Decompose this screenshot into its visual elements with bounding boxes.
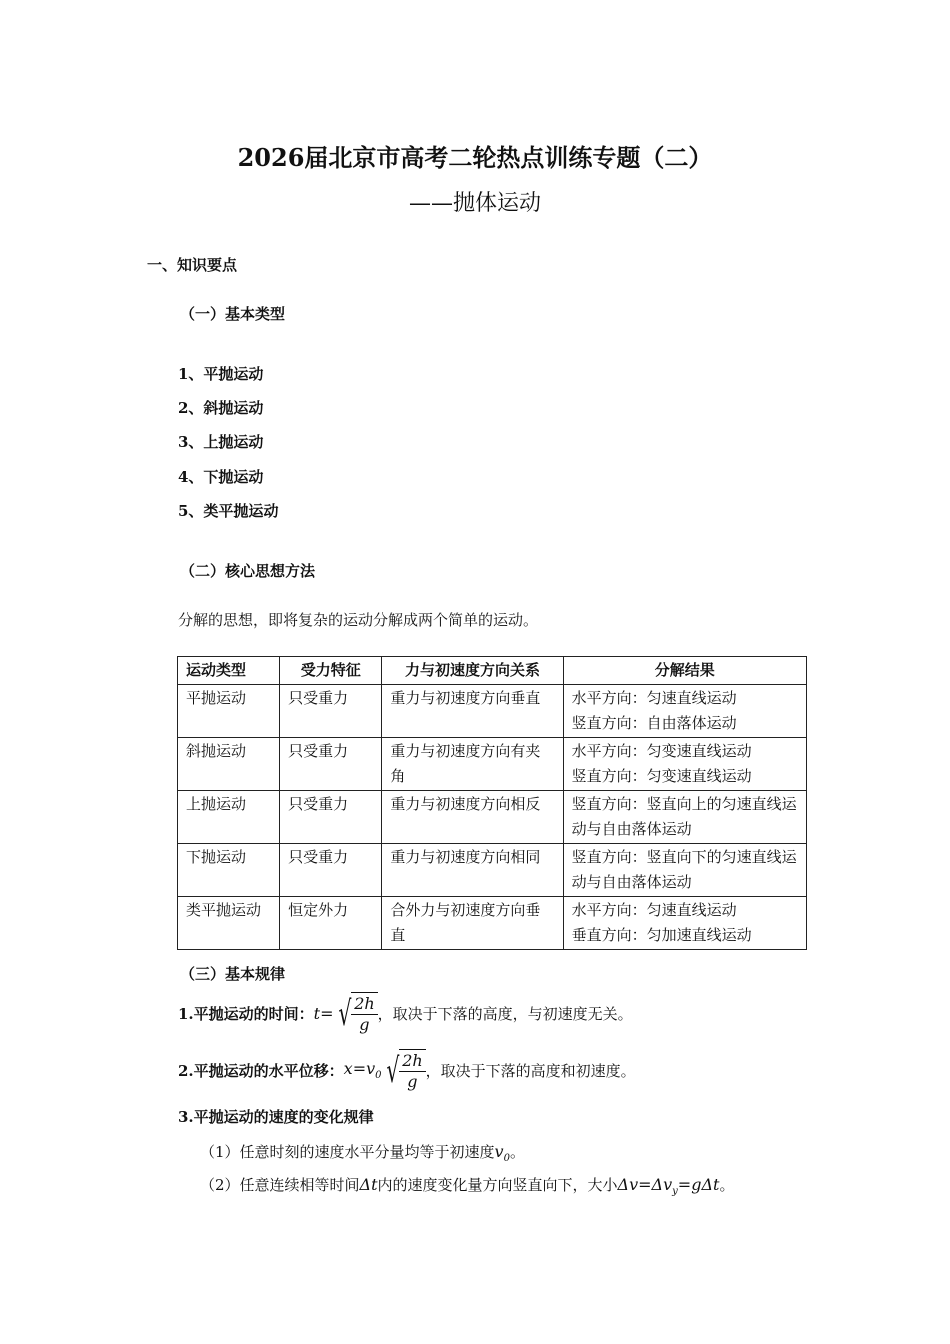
fraction bbox=[399, 1051, 425, 1092]
table-cell: 平抛运动 bbox=[178, 685, 280, 738]
fraction-denominator: g bbox=[359, 1014, 370, 1034]
radical-icon: √ bbox=[337, 994, 351, 1034]
table-cell: 重力与初速度方向垂直 bbox=[382, 685, 563, 738]
expr-delta-v: Δv=Δv bbox=[617, 1175, 673, 1194]
fraction-denominator: g bbox=[407, 1071, 418, 1091]
table-header-row bbox=[178, 657, 807, 685]
rule-velocity-item-2 bbox=[200, 1174, 734, 1197]
list-item: 2、斜抛运动 bbox=[178, 399, 264, 417]
rule-displacement-lhs: x=v bbox=[343, 1058, 376, 1078]
list-item: 5、类平抛运动 bbox=[178, 502, 279, 520]
punctuation: 。 bbox=[719, 1176, 735, 1194]
rule-time-label: 1.平抛运动的时间： bbox=[178, 1004, 314, 1023]
var-delta-t: Δt bbox=[359, 1175, 378, 1194]
table-cell-line: 竖直方向：自由落体运动 bbox=[571, 714, 737, 732]
table-cell: 竖直方向：竖直向上的匀速直线运动与自由落体运动 bbox=[563, 791, 806, 844]
table-cell: 竖直方向：竖直向下的匀速直线运动与自由落体运动 bbox=[563, 844, 806, 897]
rule-velocity-item-2-text: （2）任意连续相等时间 bbox=[200, 1176, 360, 1194]
rule-displacement-tail: ，取决于下落的高度和初速度。 bbox=[425, 1061, 636, 1080]
list-item: 4、下抛运动 bbox=[178, 468, 264, 486]
section-heading-knowledge: 一、知识要点 bbox=[147, 256, 238, 274]
subsection-heading-laws: （三）基本规律 bbox=[180, 965, 286, 983]
rule-displacement bbox=[178, 1045, 636, 1095]
rule-velocity-item-1 bbox=[200, 1141, 525, 1164]
decomposition-table bbox=[177, 656, 807, 950]
var-v: v bbox=[494, 1142, 504, 1161]
table-cell-line: 水平方向：匀速直线运动 bbox=[571, 689, 737, 707]
fraction-numerator: 2h bbox=[399, 1051, 425, 1072]
table-cell: 下抛运动 bbox=[178, 844, 280, 897]
table-cell: 合外力与初速度方向垂直 bbox=[382, 897, 563, 950]
rule-time bbox=[178, 988, 633, 1038]
subscript: 0 bbox=[375, 1070, 382, 1082]
fraction-numerator: 2h bbox=[351, 994, 377, 1015]
table-cell-line: 水平方向：匀变速直线运动 bbox=[571, 742, 752, 760]
table-cell-line: 垂直方向：匀加速直线运动 bbox=[571, 926, 752, 944]
methods-intro: 分解的思想，即将复杂的运动分解成两个简单的运动。 bbox=[178, 611, 539, 629]
table-cell bbox=[563, 897, 806, 950]
table-cell: 只受重力 bbox=[280, 738, 382, 791]
table-cell: 只受重力 bbox=[280, 844, 382, 897]
table-header-cell: 运动类型 bbox=[178, 657, 280, 685]
radical-icon: √ bbox=[385, 1051, 399, 1091]
table-row bbox=[178, 685, 807, 738]
table-cell: 上抛运动 bbox=[178, 791, 280, 844]
rule-velocity-item-2-mid: 内的速度变化量方向竖直向下，大小 bbox=[377, 1176, 618, 1194]
rule-velocity-item-1-text: （1）任意时刻的速度水平分量均等于初速度 bbox=[200, 1143, 495, 1161]
list-item: 1、平抛运动 bbox=[178, 365, 264, 383]
table-header-cell: 力与初速度方向关系 bbox=[382, 657, 563, 685]
table-header-cell: 分解结果 bbox=[563, 657, 806, 685]
table-cell: 恒定外力 bbox=[280, 897, 382, 950]
sqrt-symbol bbox=[382, 1049, 426, 1092]
rule-displacement-label: 2.平抛运动的水平位移： bbox=[178, 1061, 344, 1080]
table-cell: 重力与初速度方向有夹角 bbox=[382, 738, 563, 791]
page-subtitle: ——抛体运动 bbox=[408, 191, 541, 216]
table-cell: 只受重力 bbox=[280, 791, 382, 844]
subsection-heading-types: （一）基本类型 bbox=[180, 305, 286, 323]
table-cell-line: 竖直方向：匀变速直线运动 bbox=[571, 767, 752, 785]
table-cell bbox=[563, 685, 806, 738]
table-cell: 重力与初速度方向相反 bbox=[382, 791, 563, 844]
table-cell: 重力与初速度方向相同 bbox=[382, 844, 563, 897]
table-cell: 只受重力 bbox=[280, 685, 382, 738]
table-row bbox=[178, 897, 807, 950]
table-row bbox=[178, 791, 807, 844]
rule-time-lhs: t= bbox=[313, 1003, 334, 1023]
table-row bbox=[178, 738, 807, 791]
table-cell: 类平抛运动 bbox=[178, 897, 280, 950]
rule-time-tail: ，取决于下落的高度，与初速度无关。 bbox=[377, 1004, 633, 1023]
punctuation: 。 bbox=[509, 1143, 525, 1161]
table-cell-line: 水平方向：匀速直线运动 bbox=[571, 901, 737, 919]
table-cell bbox=[563, 738, 806, 791]
sqrt-symbol bbox=[334, 992, 378, 1035]
rule-velocity-heading: 3.平抛运动的速度的变化规律 bbox=[178, 1108, 374, 1126]
page-title: 2026届北京市高考二轮热点训练专题（二） bbox=[237, 143, 713, 172]
subscript: 0 bbox=[503, 1153, 510, 1164]
subsection-heading-methods: （二）核心思想方法 bbox=[180, 562, 316, 580]
subscript: y bbox=[672, 1186, 678, 1197]
table-header-cell: 受力特征 bbox=[280, 657, 382, 685]
fraction bbox=[351, 994, 377, 1035]
table-row bbox=[178, 844, 807, 897]
list-item: 3、上抛运动 bbox=[178, 433, 264, 451]
expr-g-delta-t: =gΔt bbox=[677, 1175, 720, 1194]
table-cell: 斜抛运动 bbox=[178, 738, 280, 791]
